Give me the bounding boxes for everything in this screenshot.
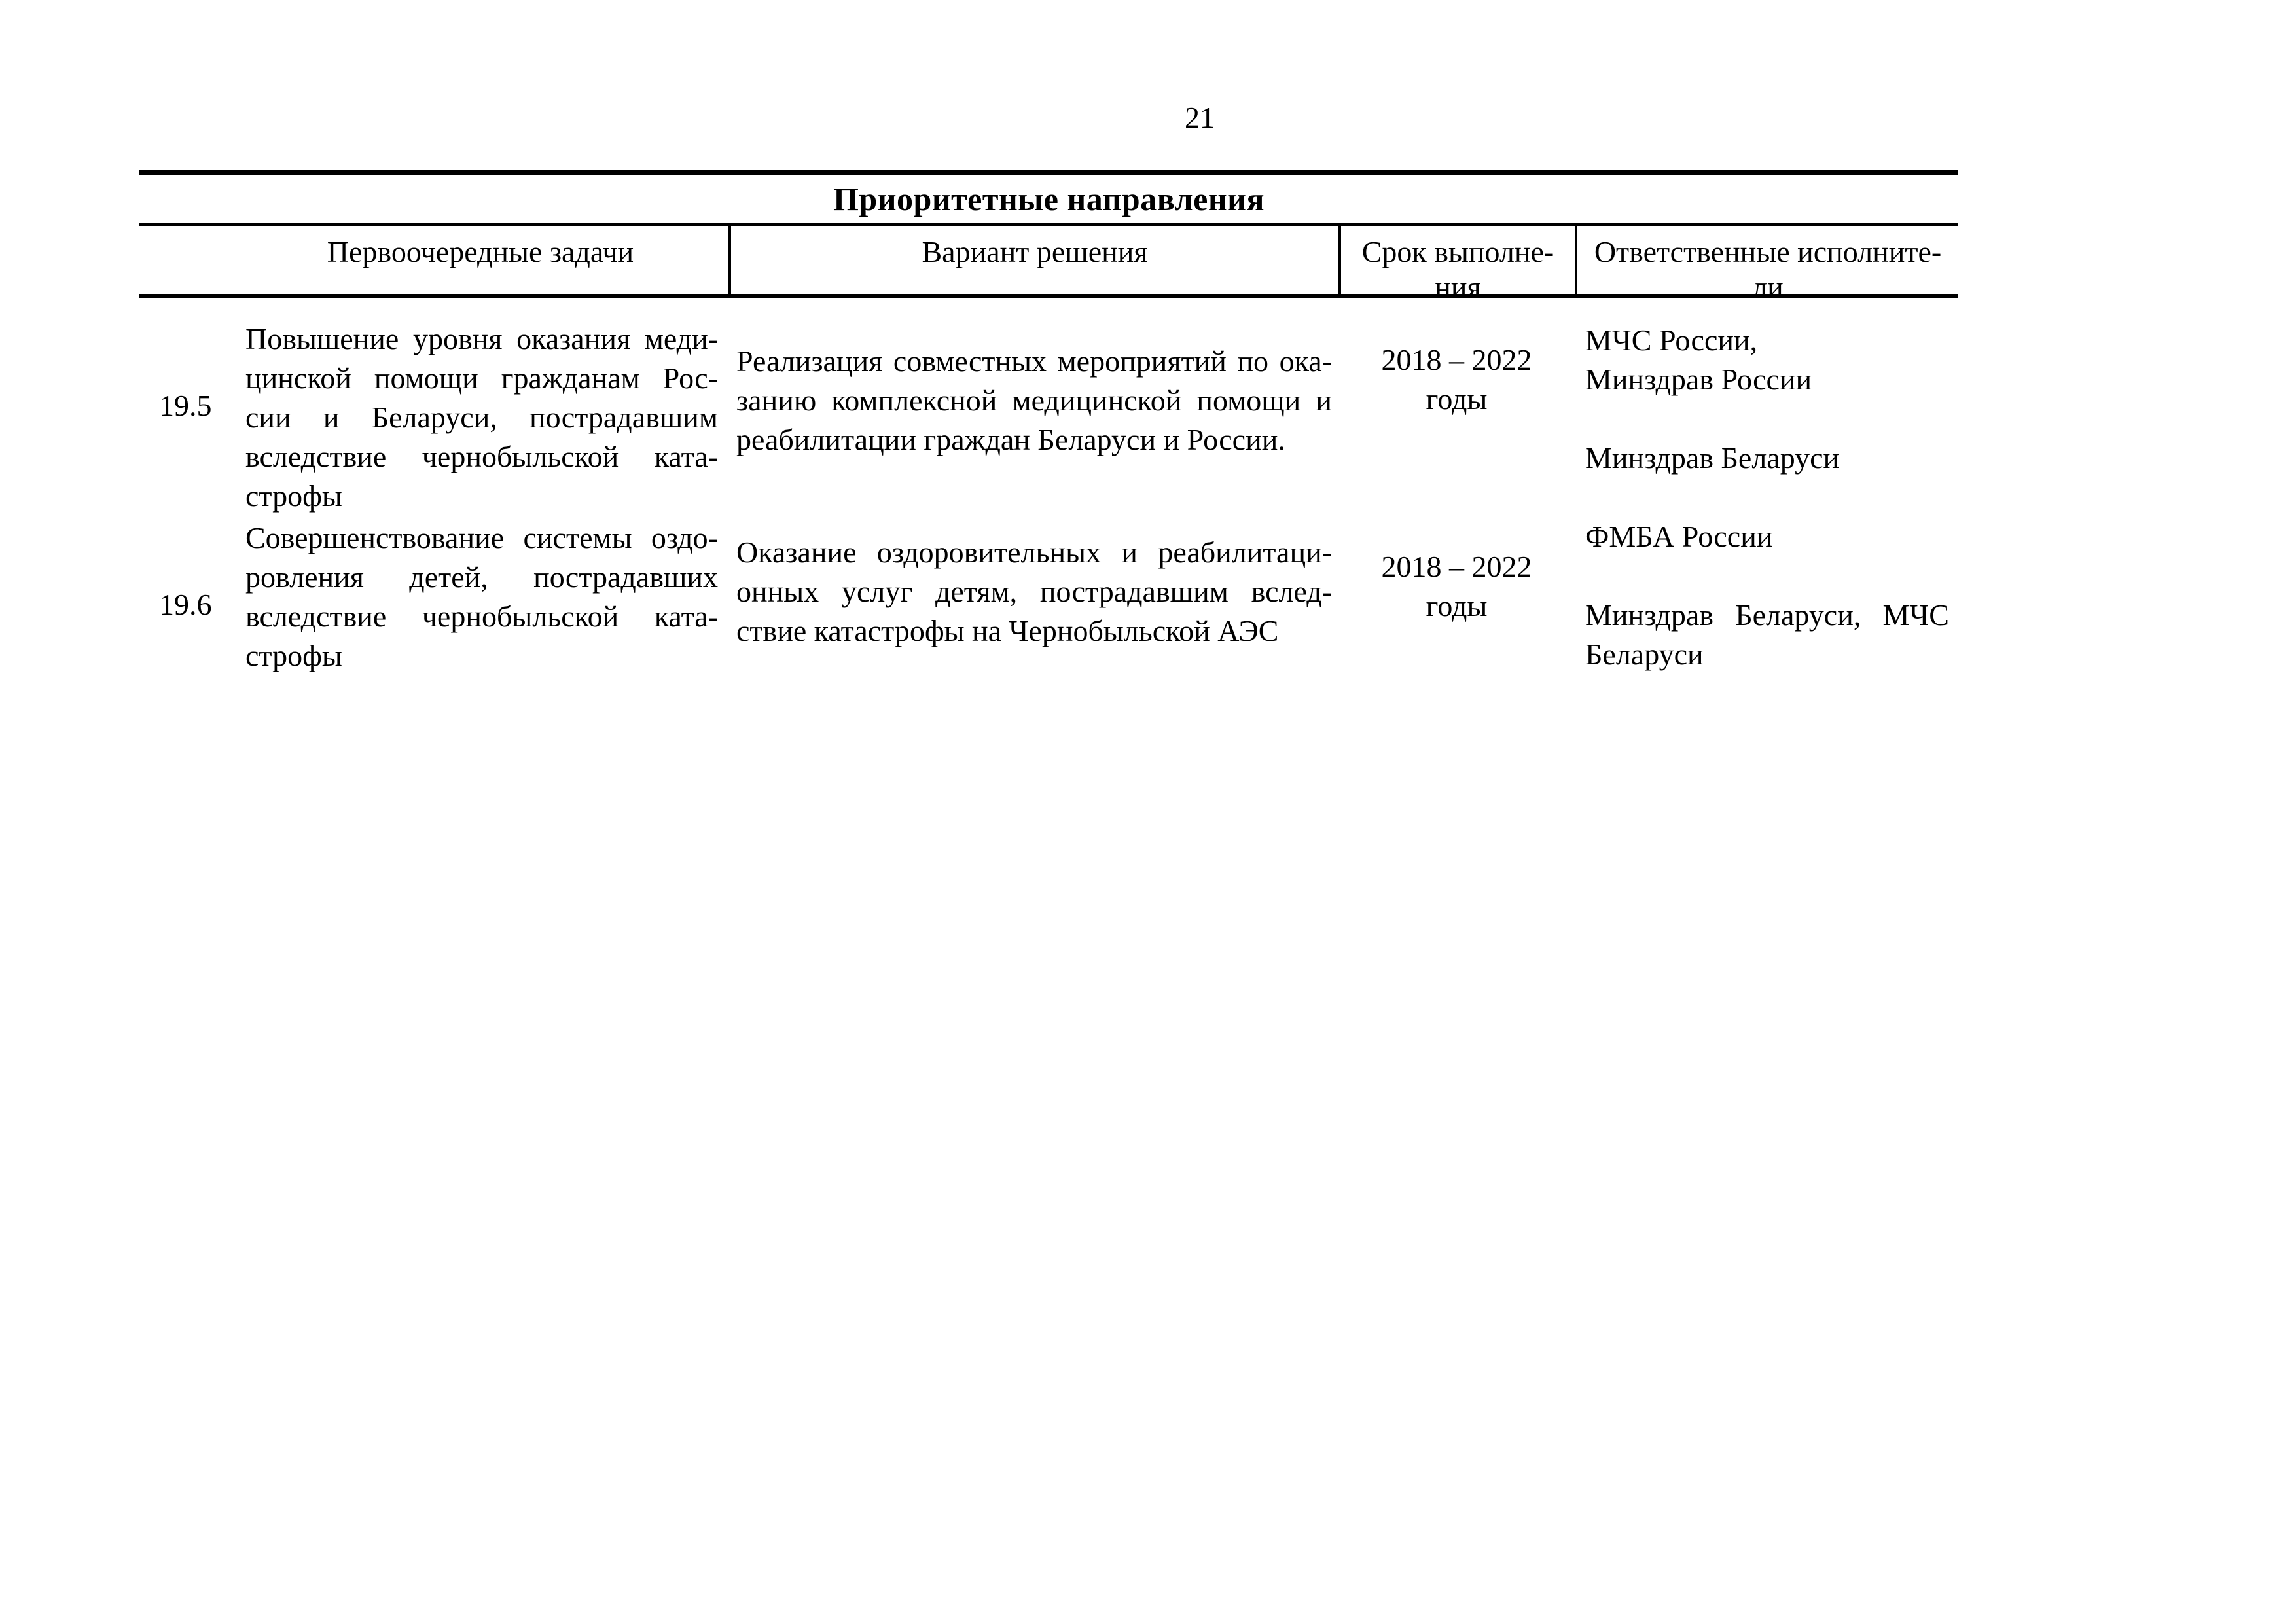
header-period-line1: Срок выполне- [1361,235,1554,268]
page-number: 21 [1185,101,1215,134]
period-cell: 2018 – 2022 годы [1381,550,1532,623]
header-responsible [1575,226,1958,304]
task-cell: Повышение уровня оказания меди- цинской помощи гражданам Рос- сии и Беларуси, пострадавшим вследствие чернобыльской ката- строфы [245,322,718,513]
header-period-line2: ния [1435,270,1481,304]
task-cell: Совершенствование системы оздо- ровления детей, пострадавших вследствие чернобыльской ката- строфы [245,521,718,672]
table-row [139,513,1958,696]
responsible-cell: ФМБА России Минздрав Беларуси, МЧС Беларуси [1585,520,1949,671]
header-period [1338,226,1575,304]
header-responsible-line1: Ответственные исполните- [1594,235,1942,268]
table-header-row [139,226,1958,304]
header-responsible-line2: ли [1752,270,1784,304]
header-solution-label: Вариант решения [922,235,1148,268]
row-number: 19.6 [159,588,212,621]
table-title-row [139,170,1958,226]
period-cell: 2018 – 2022 годы [1381,343,1532,416]
table-row [139,298,1958,513]
table-title: Приоритетные направления [833,180,1265,217]
header-solution [728,226,1338,294]
solution-cell: Реализация совместных мероприятий по ока- занию комплексной медицинской помощи и реабилитации граждан Беларуси и России. [736,344,1332,456]
solution-cell: Оказание оздоровительных и реабилитаци- онных услуг детям, пострадавшим вслед- ствие катастрофы на Чернобыльской АЭС [736,535,1332,647]
priorities-table [139,170,1958,696]
responsible-cell: МЧС России, Минздрав России Минздрав Беларуси [1585,323,1840,475]
row-number: 19.5 [159,388,212,422]
header-tasks-label: Первоочередные задачи [327,235,634,268]
header-tasks [139,226,728,294]
